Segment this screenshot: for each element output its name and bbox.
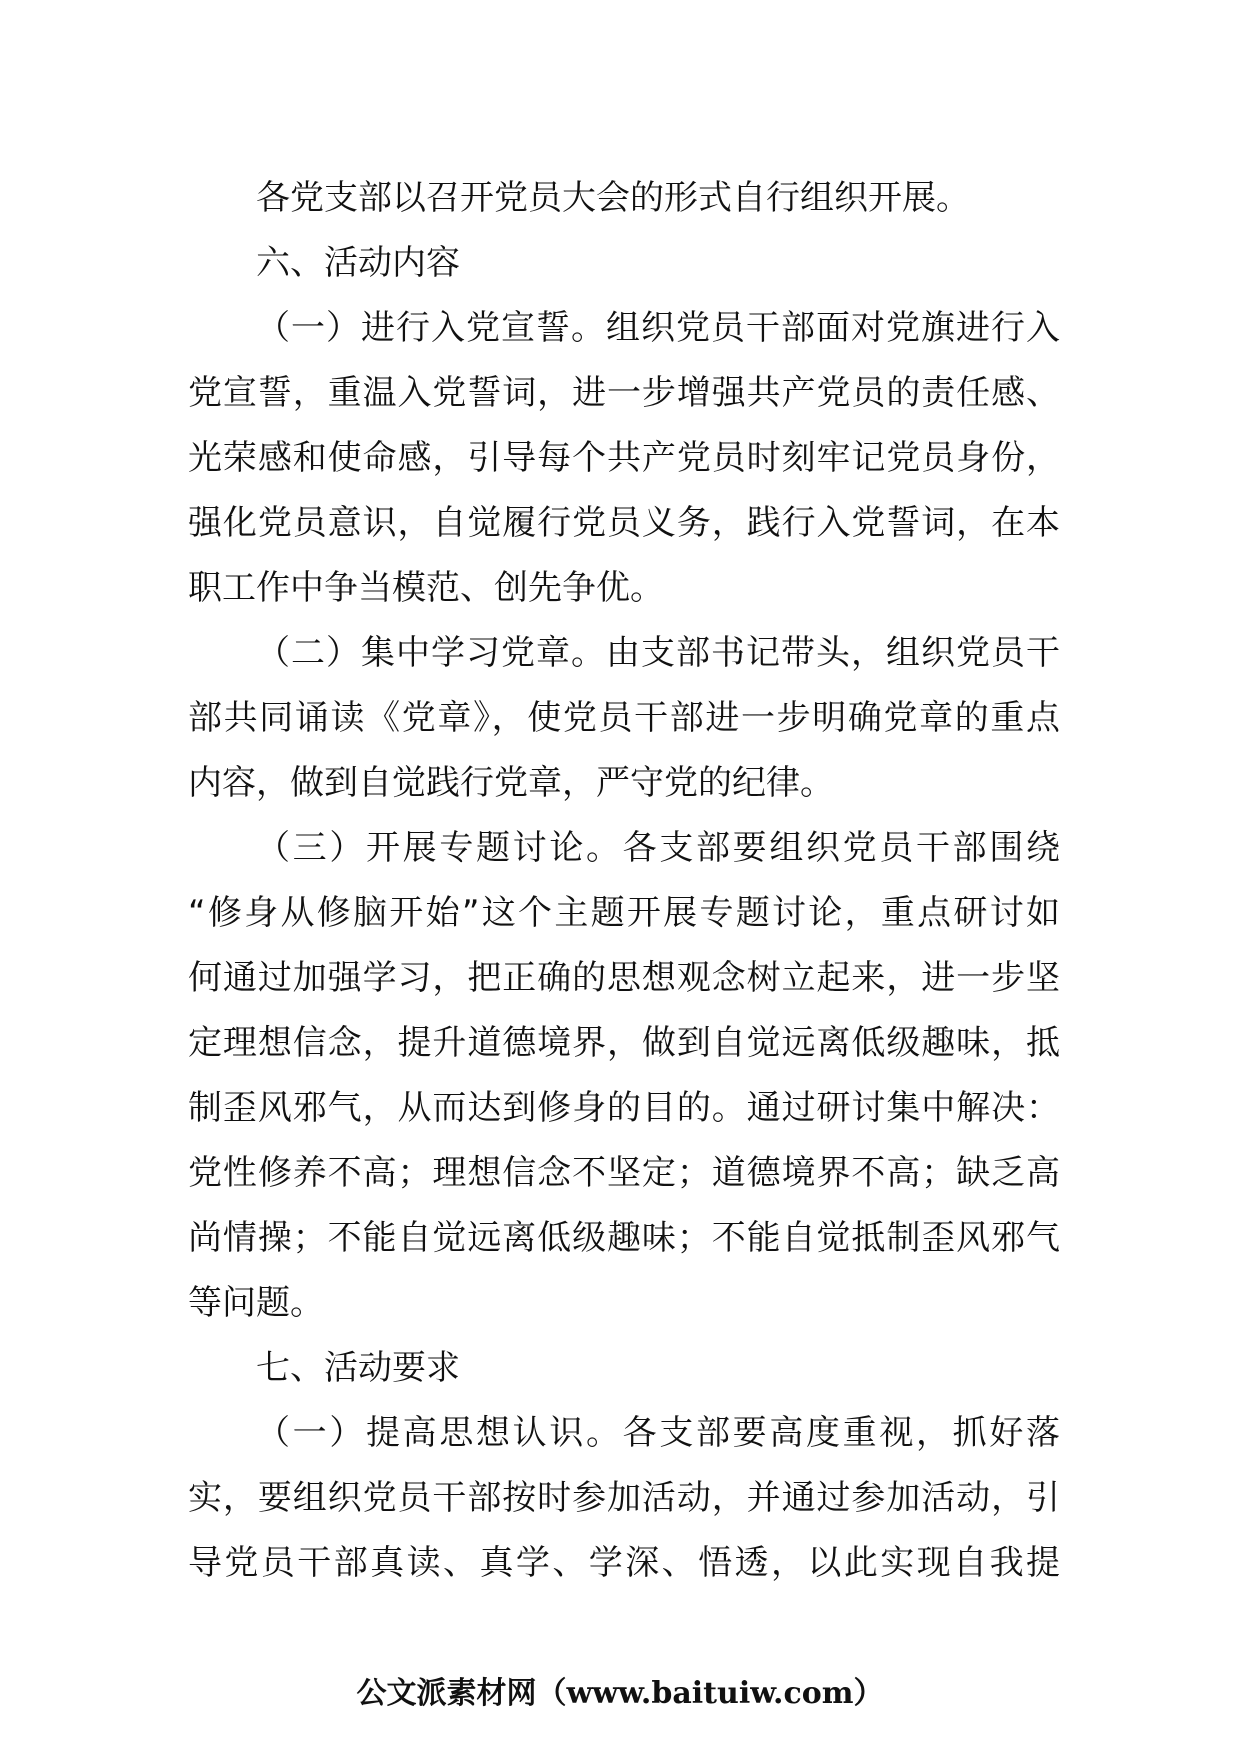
footer-watermark-text: 公文派素材网（www.baituiw.com）: [356, 1676, 884, 1711]
paragraph-line: “修身从修脑开始”这个主题开展专题讨论，重点研讨如: [188, 893, 1060, 933]
paragraph-line: 党宣誓，重温入党誓词，进一步增强共产党员的责任感、: [188, 373, 1060, 413]
paragraph-line: 各党支部以召开党员大会的形式自行组织开展。: [256, 178, 970, 218]
section-heading-activity-content: 六、活动内容: [256, 243, 460, 283]
document-body: [188, 166, 1060, 1596]
paragraph-line: 光荣感和使命感，引导每个共产党员时刻牢记党员身份，: [188, 438, 1060, 478]
paragraph-line: （一）进行入党宣誓。组织党员干部面对党旗进行入: [256, 308, 1060, 348]
paragraph-line: （三）开展专题讨论。各支部要组织党员干部围绕: [256, 828, 1060, 868]
paragraph-line: 实，要组织党员干部按时参加活动，并通过参加活动，引: [188, 1478, 1060, 1518]
paragraph-line: 职工作中争当模范、创先争优。: [188, 568, 664, 608]
paragraph-line: 强化党员意识，自觉履行党员义务，践行入党誓词，在本: [188, 503, 1060, 543]
paragraph-line: 制歪风邪气，从而达到修身的目的。通过研讨集中解决：: [188, 1088, 1060, 1128]
section-heading-activity-requirements: 七、活动要求: [256, 1348, 460, 1388]
paragraph-line: 导党员干部真读、真学、学深、悟透，以此实现自我提: [188, 1543, 1060, 1583]
paragraph-line: 尚情操；不能自觉远离低级趣味；不能自觉抵制歪风邪气: [188, 1218, 1060, 1258]
paragraph-line: 何通过加强学习，把正确的思想观念树立起来，进一步坚: [188, 958, 1060, 998]
paragraph-line: （一）提高思想认识。各支部要高度重视，抓好落: [256, 1413, 1060, 1453]
paragraph-line: 部共同诵读《党章》，使党员干部进一步明确党章的重点: [188, 698, 1060, 738]
paragraph-line: 定理想信念，提升道德境界，做到自觉远离低级趣味，抵: [188, 1023, 1060, 1063]
paragraph-line: （二）集中学习党章。由支部书记带头，组织党员干: [256, 633, 1060, 673]
paragraph-line: 内容，做到自觉践行党章，严守党的纪律。: [188, 763, 834, 803]
paragraph-line: 等问题。: [188, 1283, 324, 1323]
paragraph-line: 党性修养不高；理想信念不坚定；道德境界不高；缺乏高: [188, 1153, 1060, 1193]
